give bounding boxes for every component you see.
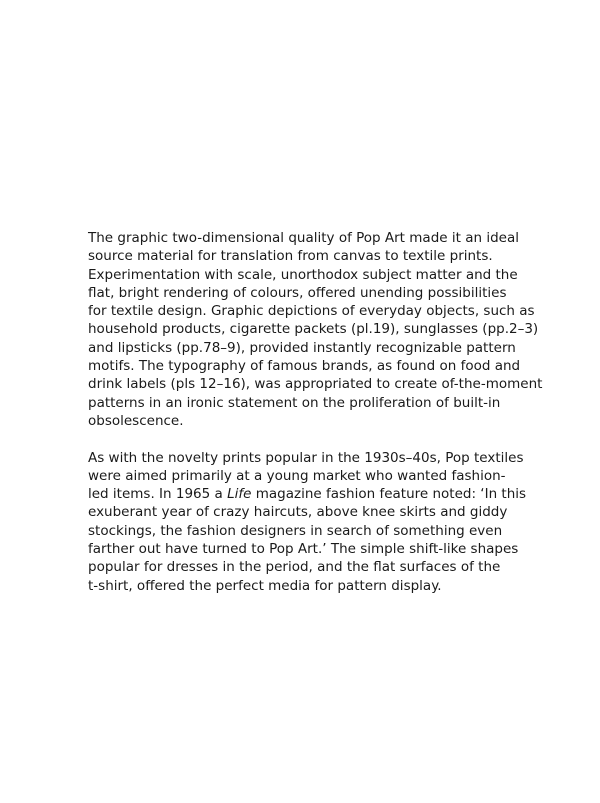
text-line: obsolescence. [88,412,184,429]
text-line: and lipsticks (pp.78–9), provided instantly recognizable pattern [88,339,516,356]
text-line: motifs. The typography of famous brands, as found on food and [88,358,521,375]
paragraph-novelty-prints [88,449,527,595]
text-line: flat, bright rendering of colours, offered unending possibilities [88,284,507,301]
text-line [88,485,527,503]
paragraph-pop-art-textiles [88,229,543,430]
text-run: led items. In 1965 a [88,486,228,503]
text-line: t-shirt, offered the perfect media for pattern display. [88,577,442,594]
text-line: Experimentation with scale, unorthodox subject matter and the [88,266,518,283]
magazine-title: Life [227,486,252,503]
text-line: As with the novelty prints popular in the 1930s–40s, Pop textiles [88,449,524,466]
text-line: stockings, the fashion designers in search of something even [88,522,503,539]
text-line: source material for translation from canvas to textile prints. [88,248,493,265]
text-line: exuberant year of crazy haircuts, above knee skirts and giddy [88,504,508,521]
body-text [88,229,543,595]
text-line: popular for dresses in the period, and the flat surfaces of the [88,559,501,576]
text-line: for textile design. Graphic depictions of everyday objects, such as [88,303,535,320]
text-run: magazine fashion feature noted: ‘In this [251,486,527,503]
text-line: farther out have turned to Pop Art.’ The simple shift-like shapes [88,541,519,558]
text-line: were aimed primarily at a young market who wanted fashion- [88,467,506,484]
text-line: drink labels (pls 12–16), was appropriated to create of-the-moment [88,376,543,393]
text-line: household products, cigarette packets (pl.19), sunglasses (pp.2–3) [88,321,539,338]
text-line: patterns in an ironic statement on the proliferation of built-in [88,394,501,411]
text-line: The graphic two-dimensional quality of Pop Art made it an ideal [88,230,519,246]
